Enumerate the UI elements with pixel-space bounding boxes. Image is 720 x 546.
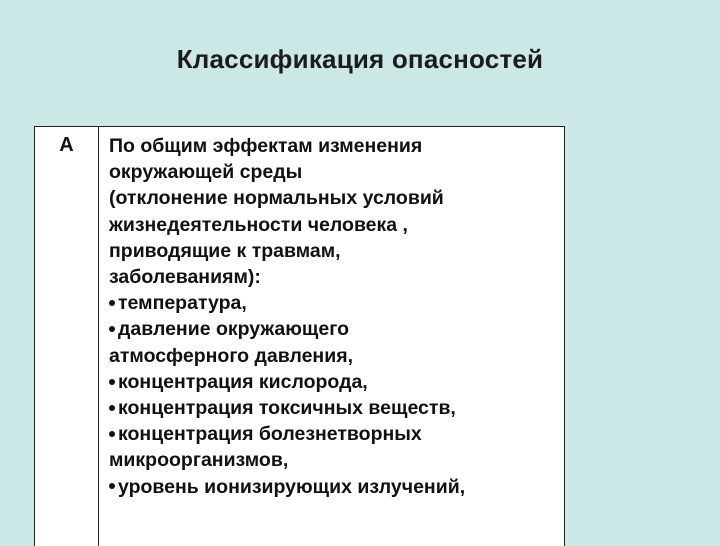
bullet-item-pathogens xyxy=(109,421,560,447)
bullet-text: концентрация кислорода, xyxy=(118,370,368,393)
description-line: заболеваниям): xyxy=(109,266,261,289)
category-letter-cell xyxy=(35,127,99,546)
bullet-item-radiation xyxy=(109,474,560,500)
bullet-icon xyxy=(109,290,118,316)
description-line: приводящие к травмам, xyxy=(109,239,341,262)
description-line: (отклонение нормальных условий xyxy=(109,187,444,210)
bullet-icon xyxy=(109,369,118,395)
category-description-cell xyxy=(99,127,564,546)
bullet-text: концентрация болезнетворных xyxy=(118,423,422,446)
bullet-item-pressure xyxy=(109,316,560,342)
bullet-icon xyxy=(109,316,118,342)
description-line: окружающей среды xyxy=(109,161,303,184)
bullet-text: уровень ионизирующих излучений, xyxy=(118,475,466,498)
bullet-text: давление окружающего xyxy=(118,318,350,341)
bullet-continuation-line: микроорганизмов, xyxy=(109,449,289,472)
bullet-continuation-line: атмосферного давления, xyxy=(109,344,353,367)
bullet-text: концентрация токсичных веществ, xyxy=(118,397,456,420)
slide-title: Классификация опасностей xyxy=(176,44,544,74)
bullet-icon xyxy=(109,421,118,447)
bullet-item-temperature xyxy=(109,290,560,316)
description-line: жизнедеятельности человека , xyxy=(109,213,408,236)
bullet-item-oxygen xyxy=(109,369,560,395)
bullet-icon xyxy=(109,395,118,421)
bullet-icon xyxy=(109,474,118,500)
bullet-item-toxic xyxy=(109,395,560,421)
category-letter: А xyxy=(59,134,74,156)
hazard-classification-table xyxy=(34,126,565,546)
description-line: По общим эффектам изменения xyxy=(109,135,423,157)
bullet-text: температура, xyxy=(118,292,247,315)
